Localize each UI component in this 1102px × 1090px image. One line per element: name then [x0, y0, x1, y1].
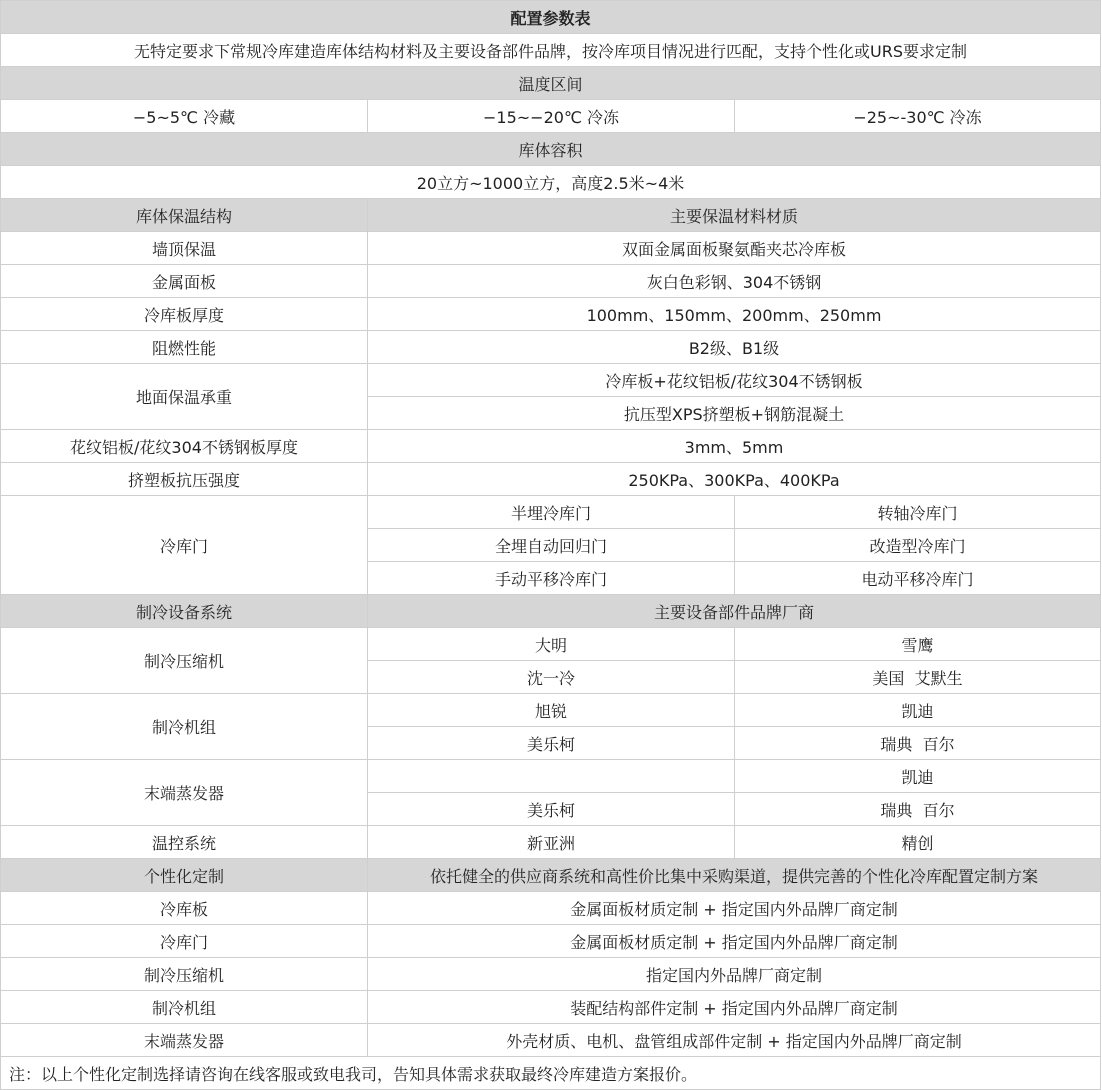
- row-label: 冷库板厚度: [1, 298, 368, 331]
- table-row: [1, 430, 1101, 463]
- row-value: 美国 艾默生: [735, 661, 1101, 694]
- row-value: 100mm、150mm、200mm、250mm: [368, 298, 1101, 331]
- refrigeration-header-right: 主要设备部件品牌厂商: [368, 595, 1101, 628]
- row-label: 墙顶保温: [1, 232, 368, 265]
- volume-header: 库体容积: [1, 133, 1101, 166]
- row-label: 制冷压缩机: [1, 628, 368, 694]
- temperature-range: −5~5℃ 冷藏: [1, 100, 368, 133]
- table-row: [1, 496, 1101, 529]
- refrigeration-header-row: [1, 595, 1101, 628]
- table-row: [1, 298, 1101, 331]
- row-label: 地面保温承重: [1, 364, 368, 430]
- custom-header-row: [1, 859, 1101, 892]
- temperature-header: 温度区间: [1, 67, 1101, 100]
- row-value: 转轴冷库门: [735, 496, 1101, 529]
- row-value: 瑞典 百尔: [735, 727, 1101, 760]
- table-title: 配置参数表: [1, 1, 1101, 34]
- row-label: 制冷机组: [1, 694, 368, 760]
- row-label: 冷库门: [1, 925, 368, 958]
- table-row: [1, 628, 1101, 661]
- insulation-header-row: [1, 199, 1101, 232]
- note-row: [1, 1057, 1101, 1090]
- row-value: 外壳材质、电机、盘管组成部件定制 + 指定国内外品牌厂商定制: [368, 1024, 1101, 1057]
- row-value: 瑞典 百尔: [735, 793, 1101, 826]
- row-value: 雪鹰: [735, 628, 1101, 661]
- table-row: [1, 463, 1101, 496]
- custom-header-left: 个性化定制: [1, 859, 368, 892]
- row-value: 凯迪: [735, 694, 1101, 727]
- table-title-row: [1, 1, 1101, 34]
- row-value: 冷库板+花纹铝板/花纹304不锈钢板: [368, 364, 1101, 397]
- row-value: 精创: [735, 826, 1101, 859]
- row-label: 挤塑板抗压强度: [1, 463, 368, 496]
- row-value: 美乐柯: [368, 727, 735, 760]
- row-value: 电动平移冷库门: [735, 562, 1101, 595]
- row-value: 3mm、5mm: [368, 430, 1101, 463]
- row-value: 新亚洲: [368, 826, 735, 859]
- table-row: [1, 1024, 1101, 1057]
- row-value: 装配结构部件定制 + 指定国内外品牌厂商定制: [368, 991, 1101, 1024]
- temperature-row: [1, 100, 1101, 133]
- row-value: 指定国内外品牌厂商定制: [368, 958, 1101, 991]
- row-label: 金属面板: [1, 265, 368, 298]
- footnote: 注：以上个性化定制选择请咨询在线客服或致电我司，告知具体需求获取最终冷库建造方案报价。: [1, 1057, 1101, 1090]
- row-value: 手动平移冷库门: [368, 562, 735, 595]
- table-row: [1, 958, 1101, 991]
- table-row: [1, 694, 1101, 727]
- row-value: 旭锐: [368, 694, 735, 727]
- insulation-header-left: 库体保温结构: [1, 199, 368, 232]
- table-row: [1, 826, 1101, 859]
- row-value: 凯迪: [735, 760, 1101, 793]
- row-label: 制冷机组: [1, 991, 368, 1024]
- row-label: 温控系统: [1, 826, 368, 859]
- row-value: 沈一冷: [368, 661, 735, 694]
- row-value: [368, 760, 735, 793]
- temperature-range: −25~-30℃ 冷冻: [735, 100, 1101, 133]
- row-value: 半埋冷库门: [368, 496, 735, 529]
- row-value: 抗压型XPS挤塑板+钢筋混凝土: [368, 397, 1101, 430]
- row-label: 冷库板: [1, 892, 368, 925]
- custom-header-right: 依托健全的供应商系统和高性价比集中采购渠道，提供完善的个性化冷库配置定制方案: [368, 859, 1101, 892]
- volume-header-row: [1, 133, 1101, 166]
- row-value: 250KPa、300KPa、400KPa: [368, 463, 1101, 496]
- row-label: 末端蒸发器: [1, 760, 368, 826]
- table-row: [1, 991, 1101, 1024]
- row-label: 末端蒸发器: [1, 1024, 368, 1057]
- row-value: B2级、B1级: [368, 331, 1101, 364]
- insulation-header-right: 主要保温材料材质: [368, 199, 1101, 232]
- row-value: 双面金属面板聚氨酯夹芯冷库板: [368, 232, 1101, 265]
- row-value: 灰白色彩钢、304不锈钢: [368, 265, 1101, 298]
- temperature-range: −15~−20℃ 冷冻: [368, 100, 735, 133]
- row-value: 改造型冷库门: [735, 529, 1101, 562]
- table-row: [1, 265, 1101, 298]
- intro-text: 无特定要求下常规冷库建造库体结构材料及主要设备部件品牌，按冷库项目情况进行匹配，支持个性化或URS要求定制: [1, 34, 1101, 67]
- table-row: [1, 925, 1101, 958]
- table-row: [1, 232, 1101, 265]
- row-label: 阻燃性能: [1, 331, 368, 364]
- temperature-header-row: [1, 67, 1101, 100]
- intro-row: [1, 34, 1101, 67]
- table-row: [1, 892, 1101, 925]
- volume-row: [1, 166, 1101, 199]
- row-value: 全埋自动回归门: [368, 529, 735, 562]
- row-value: 大明: [368, 628, 735, 661]
- refrigeration-header-left: 制冷设备系统: [1, 595, 368, 628]
- row-value: 金属面板材质定制 + 指定国内外品牌厂商定制: [368, 925, 1101, 958]
- table-row: [1, 760, 1101, 793]
- row-value: 美乐柯: [368, 793, 735, 826]
- row-label: 冷库门: [1, 496, 368, 595]
- volume-value: 20立方~1000立方，高度2.5米~4米: [1, 166, 1101, 199]
- row-label: 制冷压缩机: [1, 958, 368, 991]
- table-row: [1, 364, 1101, 397]
- row-label: 花纹铝板/花纹304不锈钢板厚度: [1, 430, 368, 463]
- row-value: 金属面板材质定制 + 指定国内外品牌厂商定制: [368, 892, 1101, 925]
- table-row: [1, 331, 1101, 364]
